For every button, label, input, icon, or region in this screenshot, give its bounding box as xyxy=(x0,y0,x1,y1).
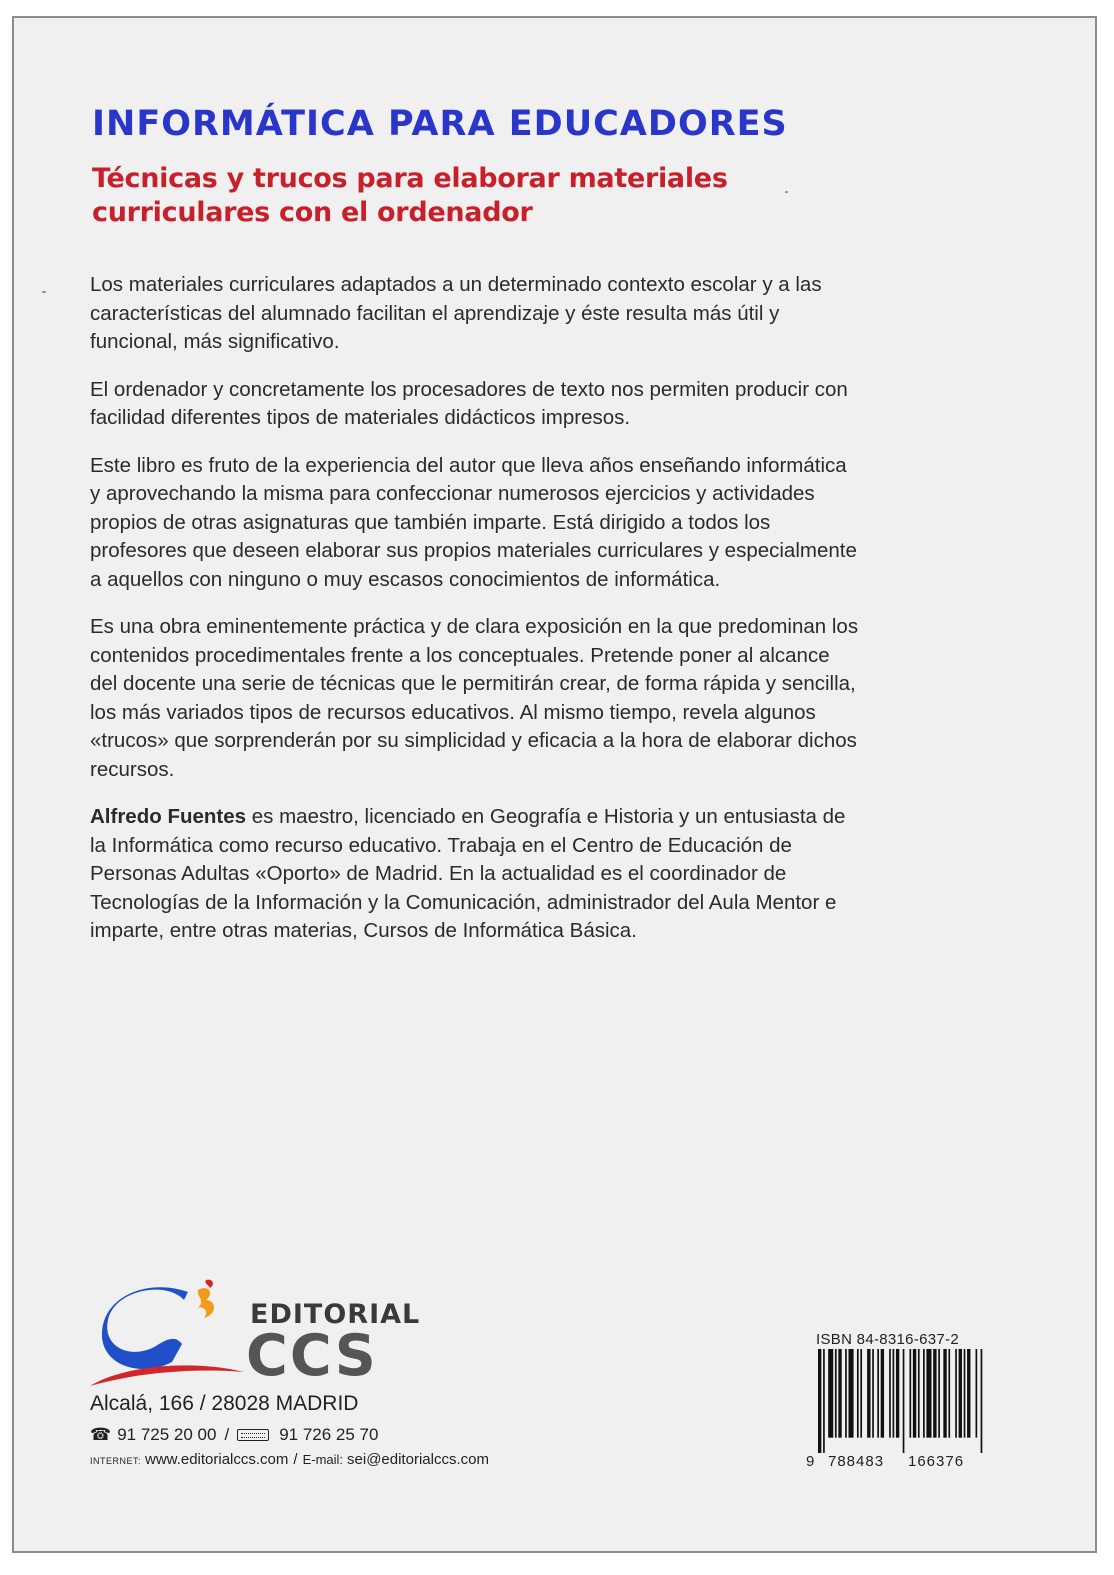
book-subtitle: Técnicas y trucos para elaborar materiales curriculares con el ordenador xyxy=(92,163,728,228)
barcode-bar xyxy=(835,1349,837,1438)
barcode-bar xyxy=(964,1349,966,1438)
author-name: Alfredo Fuentes xyxy=(90,805,247,828)
barcode-bar xyxy=(959,1349,962,1438)
email-link[interactable]: sei@editorialccs.com xyxy=(347,1451,489,1468)
barcode-bar xyxy=(918,1349,920,1438)
barcode-digits-left: 788483 xyxy=(828,1453,885,1470)
barcode-bar xyxy=(818,1349,821,1453)
publisher-address: Alcalá, 166 / 28028 MADRID xyxy=(90,1392,359,1415)
barcode-bar xyxy=(860,1349,862,1438)
barcode-bar xyxy=(896,1349,899,1438)
barcode-bar xyxy=(872,1349,874,1438)
barcode-bar xyxy=(857,1349,859,1438)
blurb xyxy=(90,271,860,965)
barcode-bar xyxy=(889,1349,891,1438)
barcode-bar xyxy=(967,1349,970,1438)
barcode-bar xyxy=(923,1349,925,1438)
barcode-bar xyxy=(867,1349,870,1438)
barcode-bar xyxy=(828,1349,833,1438)
barcode-bar xyxy=(845,1349,847,1438)
phone-number: 91 725 20 00 xyxy=(117,1425,217,1444)
publisher-web xyxy=(90,1451,489,1468)
fax-number: 91 726 25 70 xyxy=(279,1425,379,1444)
publisher-wordmark-top: EDITORIAL xyxy=(250,1299,421,1330)
barcode-bar xyxy=(909,1349,911,1438)
fax-icon xyxy=(237,1429,269,1441)
barcode-bars xyxy=(818,1349,984,1453)
barcode-bar xyxy=(838,1349,841,1438)
barcode-bar xyxy=(877,1349,879,1438)
speck-mark xyxy=(42,291,46,293)
blurb-paragraph: Los materiales curriculares adaptados a un determinado contexto escolar y a las características del alumnado facilitan el aprendizaje y éste resulta más útil y funcional, más significativo. xyxy=(90,273,822,353)
barcode-bar xyxy=(938,1349,940,1438)
barcode-bar xyxy=(848,1349,853,1438)
barcode xyxy=(806,1349,984,1471)
barcode-first-digit: 9 xyxy=(806,1453,815,1470)
editorial-ccs-logo-icon xyxy=(86,1278,246,1390)
publisher-phones xyxy=(90,1424,378,1446)
barcode-bar xyxy=(955,1349,957,1438)
author-bio xyxy=(90,803,860,946)
barcode-bar xyxy=(823,1349,825,1453)
email-label: E-mail: xyxy=(302,1452,344,1467)
isbn-label: ISBN 84-8316-637-2 xyxy=(816,1331,959,1348)
website-link[interactable]: www.editorialccs.com xyxy=(145,1451,289,1468)
barcode-bar xyxy=(981,1349,983,1453)
author-bio-text: es maestro, licenciado en Geografía e Historia y un entusiasta de la Informática como recurso educativo. Trabaja en el Centro de Educación de Personas Adultas «Oporto» de Madrid. En la actualidad es el coordinador de Tecnologías de la Información y la Comunicación, administrador del Aula Mentor e imparte, entre otras materias, Cursos de Informática Básica. xyxy=(90,805,846,942)
barcode-bar xyxy=(926,1349,931,1438)
barcode-bar xyxy=(913,1349,916,1438)
barcode-bar xyxy=(893,1349,895,1438)
book-title: INFORMÁTICA PARA EDUCADORES xyxy=(92,104,788,144)
phone-separator: / xyxy=(224,1425,230,1444)
barcode-bar xyxy=(933,1349,936,1438)
barcode-digits-right: 166376 xyxy=(908,1453,965,1470)
barcode-bar xyxy=(881,1349,884,1438)
blurb-paragraph: Este libro es fruto de la experiencia del autor que lleva años enseñando informática y aprovechando la misma para confeccionar numerosos ejercicios y actividades propios de otras asignaturas que también imparte. Está dirigido a todos los profesores que deseen elaborar sus propios materiales curriculares y especialmente a aquellos con ninguno o muy escasos conocimientos de informática. xyxy=(90,453,857,591)
barcode-bar xyxy=(976,1349,978,1438)
phone-icon: ☎ xyxy=(90,1425,112,1444)
internet-label: INTERNET: xyxy=(90,1456,142,1466)
web-separator: / xyxy=(293,1451,298,1468)
blurb-paragraph: Es una obra eminentemente práctica y de clara exposición en la que predominan los contenidos procedimentales frente a los conceptuales. Pretende poner al alcance del docente una serie de técnicas que le permitirán crear, de forma rápida y sencilla, los más variados tipos de recursos educativos. Al mismo tiempo, revela algunos «trucos» que sorprenderán por su simplicidad y eficacia a la hora de elaborar dichos recursos. xyxy=(90,615,859,781)
barcode-bar xyxy=(903,1349,905,1453)
blurb-paragraph: El ordenador y concretamente los procesadores de texto nos permiten producir con facilidad diferentes tipos de materiales didácticos impresos. xyxy=(90,377,848,429)
barcode-bar xyxy=(948,1349,950,1438)
barcode-bar xyxy=(943,1349,946,1438)
publisher-wordmark-bottom: CCS xyxy=(246,1323,378,1389)
